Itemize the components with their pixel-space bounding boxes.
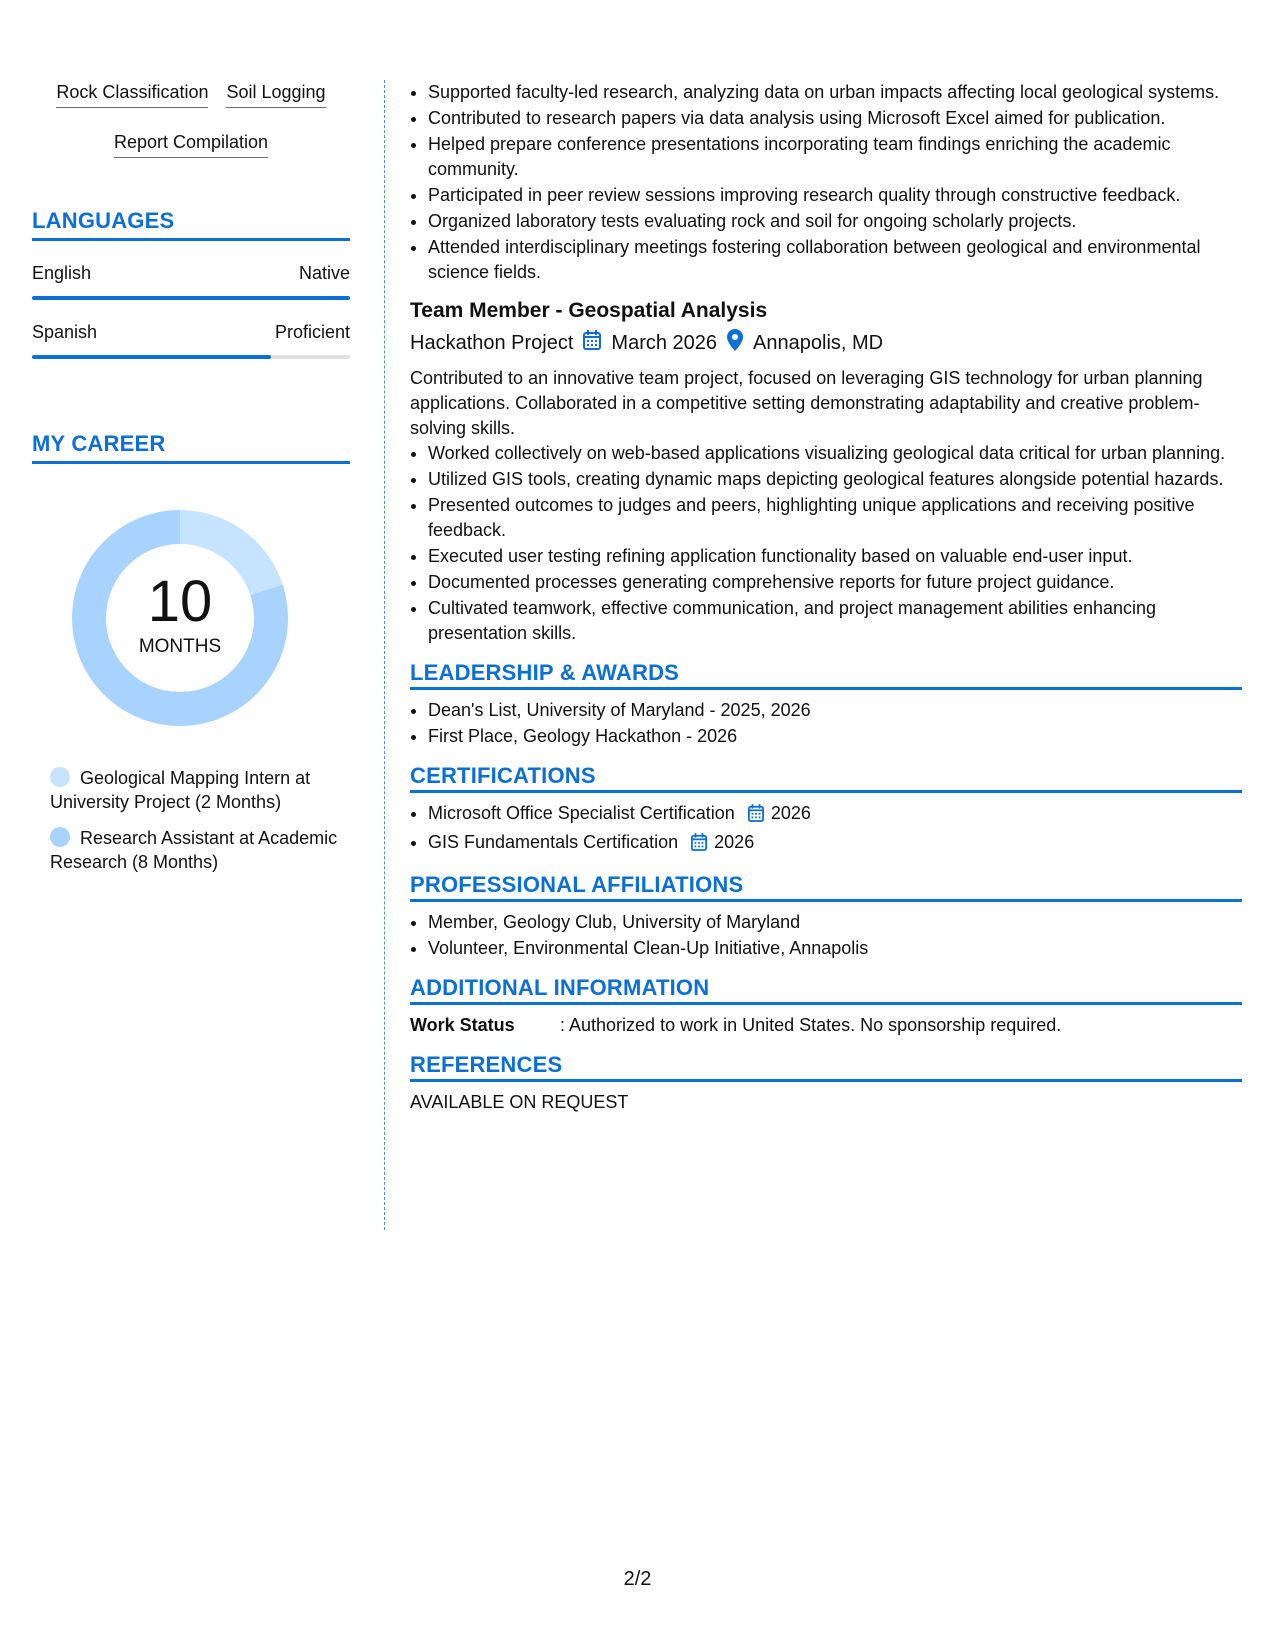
career-legend-item xyxy=(50,826,340,874)
affiliations-section xyxy=(410,872,1242,961)
bullet-item: • Worked collectively on web-based applications visualizing geological data critical for urban planning. xyxy=(428,441,1242,466)
language-name: Spanish xyxy=(32,322,98,342)
award-item: • Dean's List, University of Maryland - 2025, 2026 xyxy=(428,698,1242,723)
career-legend xyxy=(32,766,350,874)
certification-item xyxy=(428,801,1242,829)
career-heading: MY CAREER xyxy=(32,431,350,464)
bullet-item: • Documented processes generating comprehensive reports for future project guidance. xyxy=(428,570,1242,595)
skill-tag: Rock Classification xyxy=(56,80,208,108)
calendar-icon xyxy=(691,833,707,858)
column-divider xyxy=(384,80,385,1230)
certification-name: Microsoft Office Specialist Certification xyxy=(428,803,735,823)
bullet-item: • Supported faculty-led research, analyzing data on urban impacts affecting local geological systems. xyxy=(428,80,1242,105)
previous-job-bullets xyxy=(410,80,1242,285)
job-bullets xyxy=(410,441,1242,646)
award-item: • First Place, Geology Hackathon - 2026 xyxy=(428,724,1242,749)
additional-info-section xyxy=(410,975,1242,1038)
calendar-icon xyxy=(583,330,601,357)
certification-year: 2026 xyxy=(714,832,755,852)
language-level: Proficient xyxy=(274,322,350,342)
language-bar xyxy=(32,296,350,300)
job-date: March 2026 xyxy=(611,332,718,354)
career-legend-label: Research Assistant at Academic Research (8 Months) xyxy=(50,828,338,872)
language-bar-fill xyxy=(32,296,350,300)
bullet-item: • Helped prepare conference presentations incorporating team findings enriching the academic community. xyxy=(428,132,1242,182)
bullet-item: • Participated in peer review sessions improving research quality through constructive feedback. xyxy=(428,183,1242,208)
job-meta xyxy=(410,329,1242,358)
certifications-heading: CERTIFICATIONS xyxy=(410,763,1242,793)
page-number: 2/2 xyxy=(623,1568,652,1590)
skills-list xyxy=(32,80,350,158)
skill-tag: Soil Logging xyxy=(226,80,325,108)
career-total-value: 10 xyxy=(147,569,213,634)
certification-year: 2026 xyxy=(770,803,811,823)
right-column xyxy=(410,80,1242,1115)
languages-section xyxy=(32,208,350,359)
language-name: English xyxy=(32,263,92,283)
language-item xyxy=(32,263,350,300)
job-title: Team Member - Geospatial Analysis xyxy=(410,299,768,322)
work-status-label: Work Status xyxy=(410,1015,515,1035)
leadership-section xyxy=(410,660,1242,749)
references-section xyxy=(410,1052,1242,1115)
leadership-heading: LEADERSHIP & AWARDS xyxy=(410,660,1242,690)
job-description: Contributed to an innovative team project, focused on leveraging GIS technology for urban planning applications. Collaborated in a competitive setting demonstrating adaptability and creative problem-solving skills. xyxy=(410,368,1203,438)
legend-dot xyxy=(50,827,70,847)
career-section xyxy=(32,431,350,874)
map-pin-icon xyxy=(727,329,743,358)
languages-heading: LANGUAGES xyxy=(32,208,350,241)
references-heading: REFERENCES xyxy=(410,1052,1242,1082)
bullet-item: • Organized laboratory tests evaluating rock and soil for ongoing scholarly projects. xyxy=(428,209,1242,234)
bullet-item: • Attended interdisciplinary meetings fostering collaboration between geological and environmental science fields. xyxy=(428,235,1242,285)
bullet-item: • Presented outcomes to judges and peers, highlighting unique applications and receiving positive feedback. xyxy=(428,493,1242,543)
language-item xyxy=(32,322,350,359)
affiliations-heading: PROFESSIONAL AFFILIATIONS xyxy=(410,872,1242,902)
additional-info-heading: ADDITIONAL INFORMATION xyxy=(410,975,1242,1005)
affiliation-item: • Volunteer, Environmental Clean-Up Initiative, Annapolis xyxy=(428,936,1242,961)
references-text: AVAILABLE ON REQUEST xyxy=(410,1092,629,1112)
bullet-item: • Executed user testing refining application functionality based on valuable end-user input. xyxy=(428,544,1242,569)
certification-name: GIS Fundamentals Certification xyxy=(428,832,679,852)
bullet-item: • Utilized GIS tools, creating dynamic maps depicting geological features alongside potential hazards. xyxy=(428,467,1242,492)
left-column xyxy=(32,80,350,886)
affiliation-item: • Member, Geology Club, University of Maryland xyxy=(428,910,1242,935)
language-level: Native xyxy=(298,263,350,283)
career-donut-chart xyxy=(66,504,294,732)
bullet-item: • Cultivated teamwork, effective communication, and project management abilities enhancing presentation skills. xyxy=(428,596,1242,646)
job-company: Hackathon Project xyxy=(410,332,574,354)
career-legend-item xyxy=(50,766,340,814)
certifications-section xyxy=(410,763,1242,858)
job-location: Annapolis, MD xyxy=(753,332,884,354)
bullet-item: • Contributed to research papers via data analysis using Microsoft Excel aimed for publication. xyxy=(428,106,1242,131)
language-bar xyxy=(32,355,350,359)
job-entry xyxy=(410,297,1242,646)
skill-tag: Report Compilation xyxy=(114,130,268,158)
calendar-icon xyxy=(748,804,764,829)
certification-item xyxy=(428,830,1242,858)
career-total-unit: MONTHS xyxy=(138,636,222,657)
language-bar-fill xyxy=(32,355,271,359)
career-legend-label: Geological Mapping Intern at University Project (2 Months) xyxy=(50,768,311,812)
work-status-value: : Authorized to work in United States. No sponsorship required. xyxy=(560,1015,1062,1035)
legend-dot xyxy=(50,767,70,787)
